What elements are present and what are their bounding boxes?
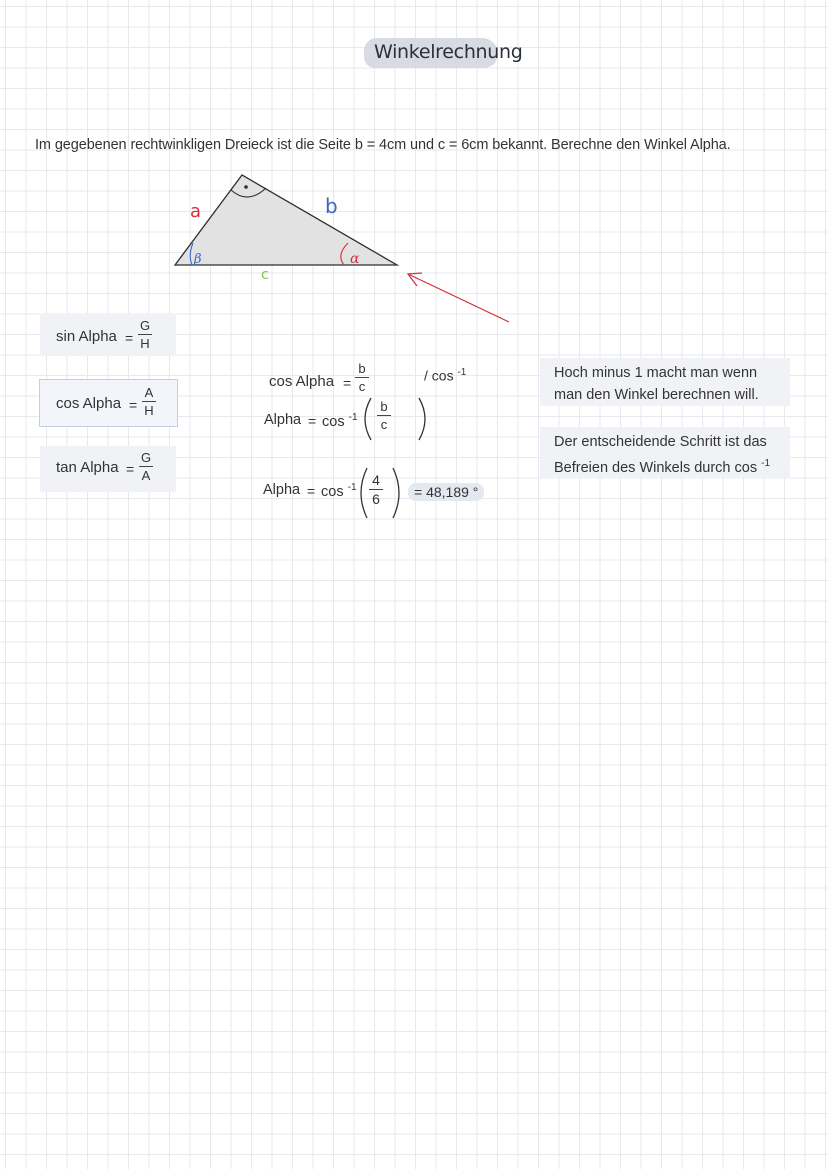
step2-label: Alpha [264,412,302,428]
step2-numerator: b [380,399,388,414]
cos-denominator: H [144,403,154,418]
sin-numerator: G [139,318,151,333]
note2-line1: Der entscheidende Schritt ist das [554,434,767,450]
step1-label: cos Alpha [269,373,335,390]
step3-equals: = [307,483,316,499]
sin-denominator: H [140,336,150,351]
cos-numerator: A [144,385,154,400]
step2-fraction [377,399,391,432]
note-inverse-explanation [540,358,790,406]
side-c-label: c [261,267,269,283]
note1-line1: Hoch minus 1 macht man wenn [554,365,758,381]
title-banner [364,34,523,72]
right-angle-dot [244,185,248,189]
step3-inverse-cos: cos $^{-1}$ [321,482,357,500]
side-a-label: a [190,201,202,222]
task-text: Im gegebenen rechtwinkligen Dreieck ist die Seite b = 4cm und c = 6cm bekannt. Berechne den Winkel Alpha. [35,137,731,153]
sin-fraction [138,318,152,351]
step1-operation: / cos $^{-1}$ [424,367,467,384]
triangle-shape [175,175,397,265]
note2-line2: Befreien des Winkels durch cos $^{-1}$ [554,458,771,476]
step3-numerator: 4 [372,472,380,488]
cos-fraction [142,385,156,418]
result-value: = 48,189 ° [408,483,484,501]
note-key-step [540,427,790,477]
step1-denominator: c [358,379,366,394]
tan-equals: = [126,461,135,477]
tan-fraction [139,450,153,483]
step3-label: Alpha [263,482,301,498]
sin-label: sin Alpha [56,328,117,345]
side-b-label: b [325,194,338,218]
step1-fraction [355,361,369,394]
step2-denominator: c [380,417,388,432]
tan-formula-box [40,446,176,492]
step1-numerator: b [358,361,366,376]
step3-denominator: 6 [372,491,380,507]
angle-alpha-label: α [350,251,360,267]
step1-equals: = [343,375,352,391]
tan-denominator: A [141,468,151,483]
tan-label: tan Alpha [56,459,119,476]
cos-label: cos Alpha [56,395,122,412]
sin-equals: = [125,330,134,346]
cos-formula-box [39,379,178,427]
angle-beta-label: β [194,252,202,267]
step2-equals: = [308,413,317,429]
sin-formula-box [40,314,176,356]
triangle-sketch [160,165,530,335]
cos-equals: = [129,397,138,413]
step2-inverse-cos: cos $^{-1}$ [322,412,358,430]
page-title: Winkelrechnung [374,41,523,63]
note1-line2: man den Winkel berechnen will. [554,387,759,403]
tan-numerator: G [140,450,152,465]
pointer-arrow-line [408,274,509,322]
step3-fraction [369,472,383,507]
step2-parens [361,394,433,444]
